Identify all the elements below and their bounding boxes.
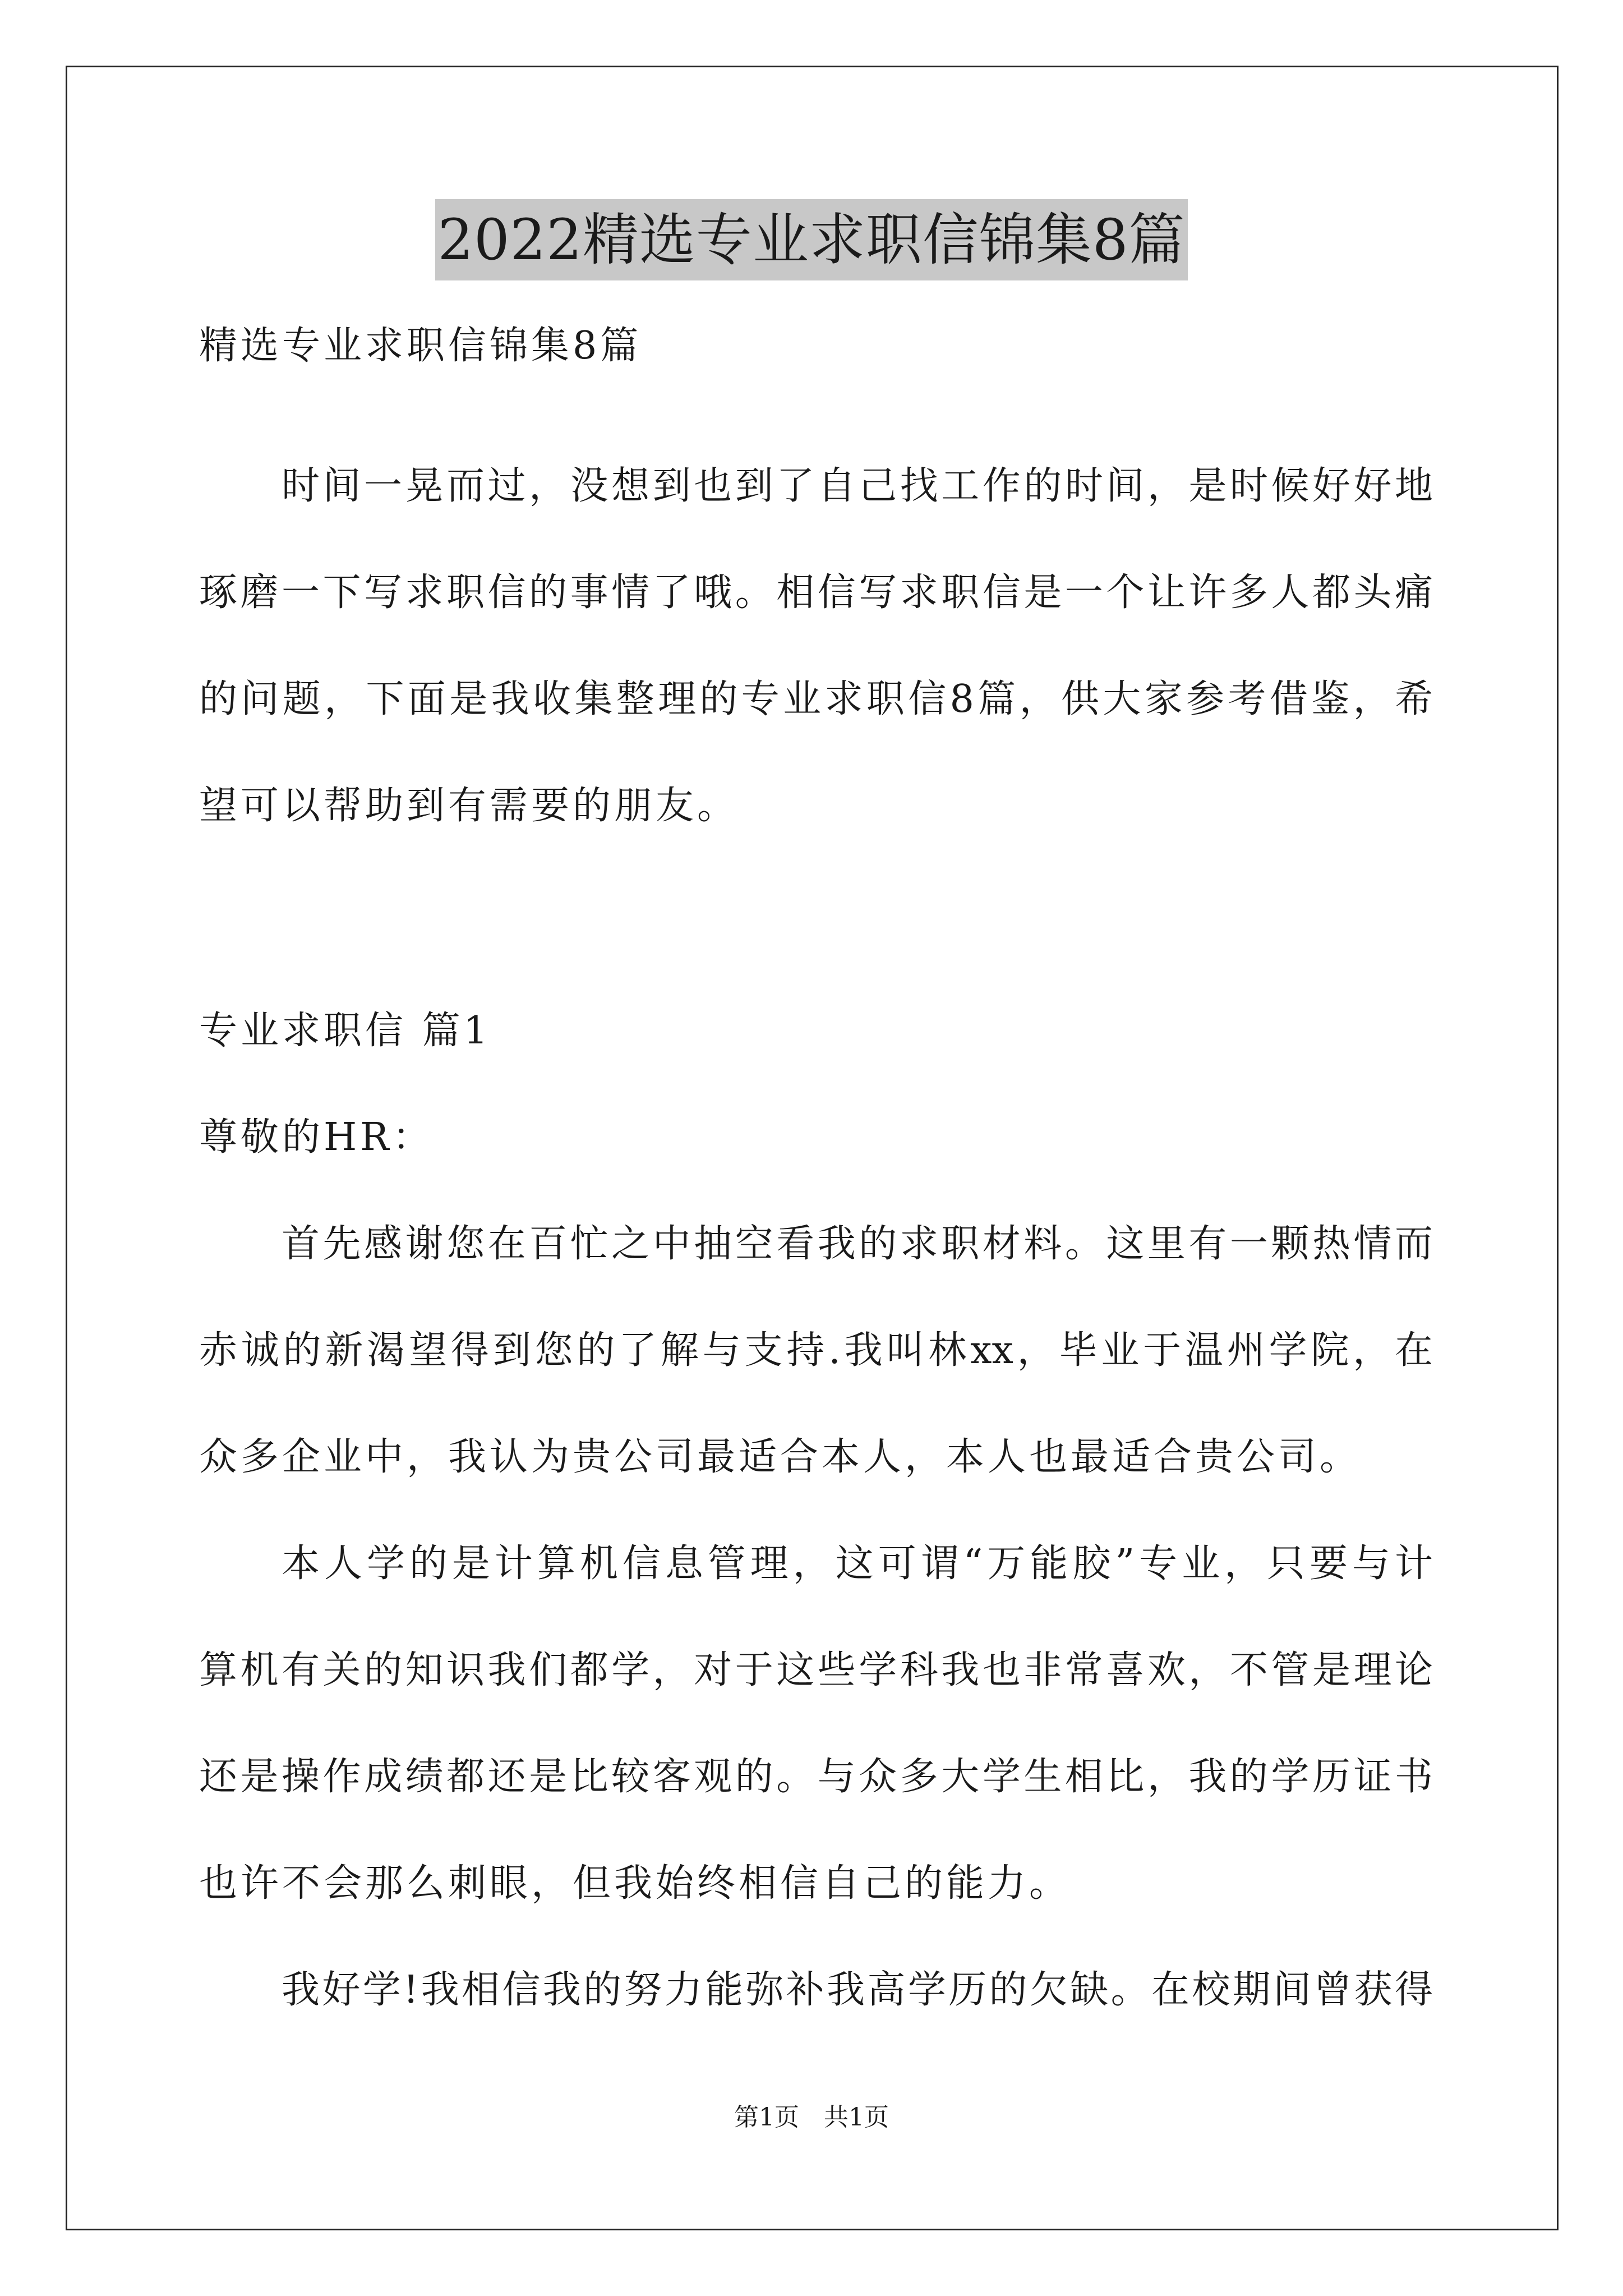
page-footer: 第1页 共1页: [734, 2103, 889, 2132]
paragraph-line: 赤诚的新渴望得到您的了解与支持.我叫林xx，毕业于温州学院，在: [199, 1328, 1433, 1373]
paragraph-line: 首先感谢您在百忙之中抽空看我的求职材料。这里有一颗热情而: [282, 1222, 1433, 1266]
paragraph-line: 时间一晃而过，没想到也到了自己找工作的时间，是时候好好地: [282, 464, 1433, 508]
salutation: 尊敬的HR：: [199, 1115, 434, 1159]
paragraph-line: 还是操作成绩都还是比较客观的。与众多大学生相比，我的学历证书: [199, 1755, 1433, 1799]
section-heading: 专业求职信 篇1: [199, 1009, 491, 1053]
paragraph-line: 琢磨一下写求职信的事情了哦。相信写求职信是一个让许多人都头痛: [199, 570, 1433, 615]
subtitle-line: 精选专业求职信锦集8篇: [199, 324, 642, 368]
title-wrap: [0, 199, 1623, 280]
document-title: 2022精选专业求职信锦集8篇: [435, 199, 1187, 280]
paragraph-line: 望可以帮助到有需要的朋友。: [199, 784, 739, 828]
paragraph-line: 我好学!我相信我的努力能弥补我高学历的欠缺。在校期间曾获得: [282, 1968, 1433, 2012]
paragraph-line: 算机有关的知识我们都学，对于这些学科我也非常喜欢，不管是理论: [199, 1648, 1433, 1692]
paragraph-line: 也许不会那么刺眼，但我始终相信自己的能力。: [199, 1861, 1071, 1906]
paragraph-line: 众多企业中，我认为贵公司最适合本人，本人也最适合贵公司。: [199, 1435, 1362, 1479]
paragraph-line: 本人学的是计算机信息管理，这可谓“万能胶”专业，只要与计: [282, 1542, 1433, 1586]
paragraph-line: 的问题，下面是我收集整理的专业求职信8篇，供大家参考借鉴，希: [199, 677, 1433, 721]
